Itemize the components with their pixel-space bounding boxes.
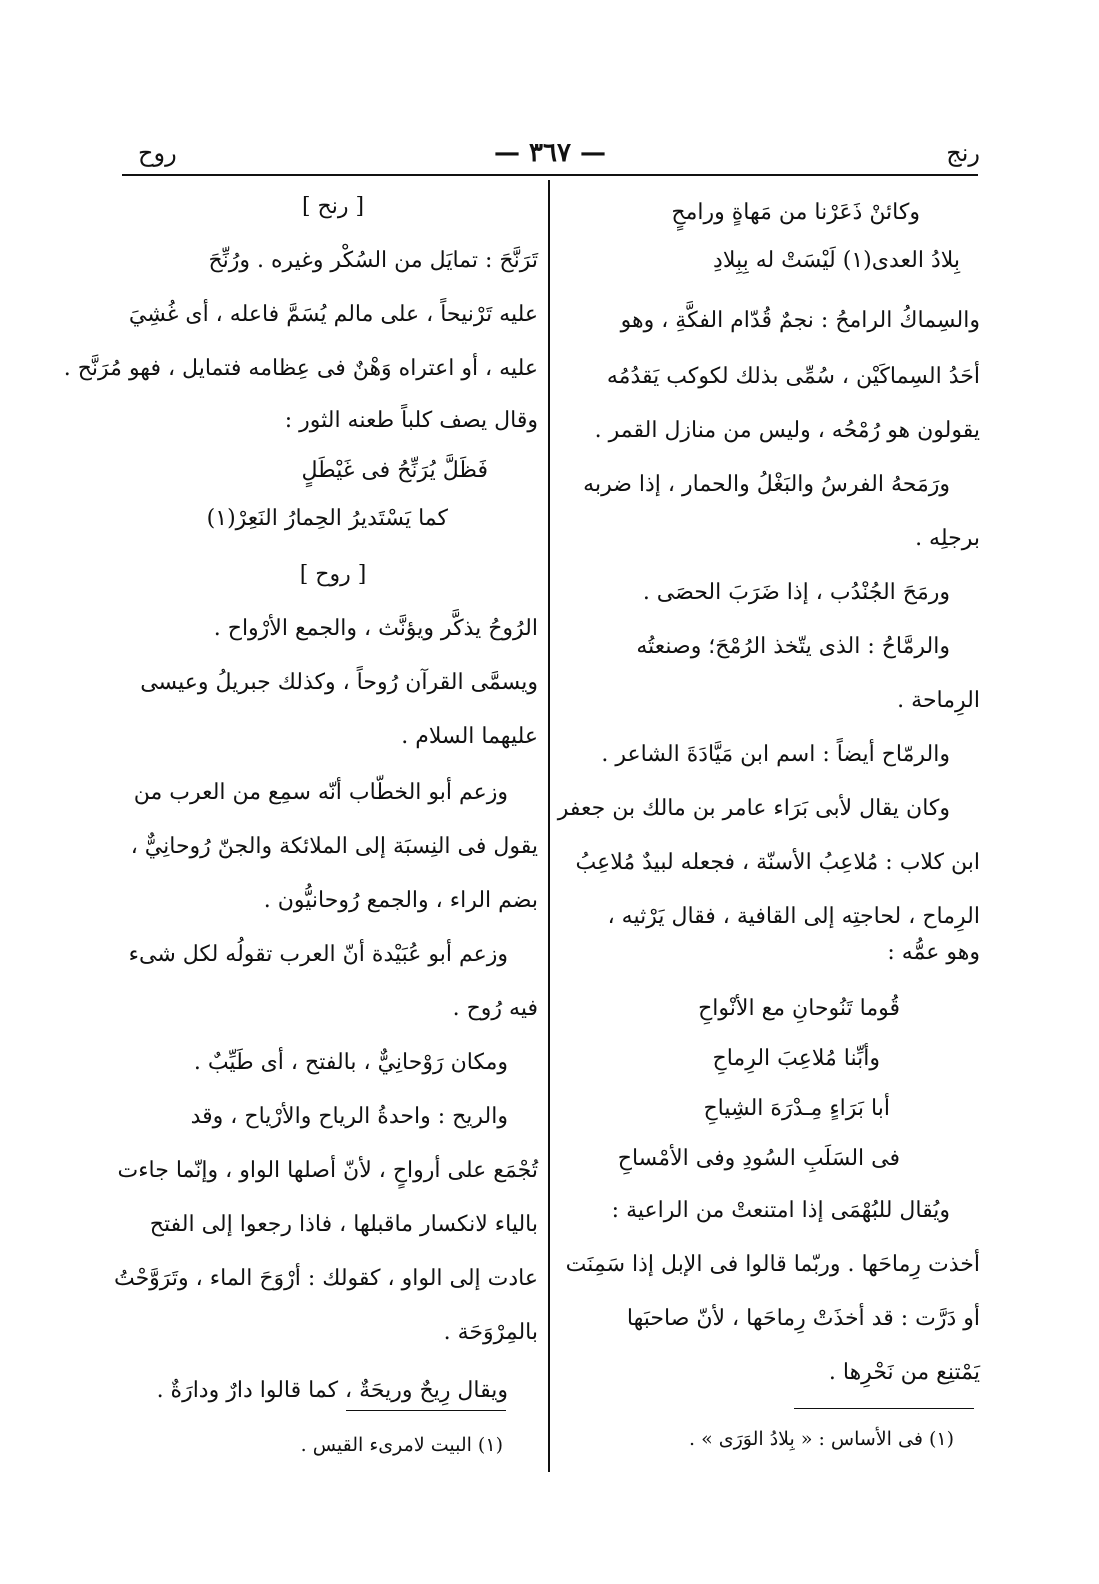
text-line: والرمّاح أيضاً : اسم ابن مَيَّادَةَ الشاعر . xyxy=(601,742,950,767)
text-line: والريح : واحدةُ الرياح والأرْياح ، وقد xyxy=(190,1104,508,1129)
text-line: أحَدُ السِماكَيْن ، سُمِّى بذلك لكوكب يَقدُمُه xyxy=(606,364,980,389)
verse-line: فَظَلَّ يُرَنِّحُ فى غَيْطَلٍ xyxy=(301,458,488,483)
text-line: عليه تَرْنيحاً ، على مالم يُسَمَّ فاعله ، أى غُشِيَ xyxy=(128,302,538,327)
verse-line: قُوما تَنُوحانِ مع الأنْواحِ xyxy=(698,996,900,1021)
text-line: عادت إلى الواو ، كقولك : أرْوَحَ الماء ، وتَرَوَّحْتُ xyxy=(113,1266,538,1291)
entry-heading-rnh: [ رنح ] xyxy=(301,194,365,219)
left-footnote-rule xyxy=(346,1410,506,1411)
text-line: برجلِه . xyxy=(915,526,980,551)
text-line: عليه ، أو اعتراه وَهْنٌ فى عِظامه فتمايل ، فهو مُرَنَّح . xyxy=(63,356,538,381)
text-line: بضم الراء ، والجمع رُوحانيُّون . xyxy=(263,888,538,913)
text-line: وزعم أبو عُبَيْدة أنّ العرب تقولُه لكل شىء xyxy=(128,942,508,967)
header-root-right: رنج xyxy=(946,139,980,167)
text-line: ورَمَحهُ الفرسُ والبَغْلُ والحمار ، إذا ضربه xyxy=(583,472,950,497)
column-divider xyxy=(548,180,550,1472)
left-footnote: (١) البيت لامرىء القيس . xyxy=(300,1434,503,1456)
text-line: أو دَرَّت : قد أخذَتْ رِماحَها ، لأنّ صاحبَها xyxy=(626,1306,980,1331)
text-line: وزعم أبو الخطّاب أنّه سمِع من العرب من xyxy=(133,780,508,805)
text-line: ويُقال للبُهْمَى إذا امتنعتْ من الراعية : xyxy=(611,1198,950,1223)
text-line: يقولون هو رُمْحُه ، وليس من منازل القمر . xyxy=(594,418,980,443)
text-line: وهو عمُّه : xyxy=(887,940,980,965)
verse-line: وأبِّنا مُلاعِبَ الرِماحِ xyxy=(712,1046,880,1071)
header-root-left: روح xyxy=(138,139,177,167)
right-footnote: (١) فى الأساس : « بِلادُ الوَرَى » . xyxy=(688,1428,954,1450)
text-line: عليهما السلام . xyxy=(401,724,538,749)
text-line: الرُوحُ يذكَّر ويؤنَّث ، والجمع الأرْواح . xyxy=(213,616,538,641)
text-line: الرِماح ، لحاجتِه إلى القافية ، فقال يَرْثيه ، xyxy=(607,904,980,929)
left-column xyxy=(63,180,538,1510)
text-line: ومكان رَوْحانِيٌّ ، بالفتح ، أى طَيِّبٌ . xyxy=(193,1050,508,1075)
text-line: أخذت رِماحَها . وربّما قالوا فى الإبل إذا سَمِنَت xyxy=(565,1252,980,1277)
text-line: تُجْمَع على أرواحٍ ، لأنّ أصلها الواو ، وإنّما جاءت xyxy=(117,1158,538,1183)
text-line: يقول فى النِسبَة إلى الملائكة والجنّ رُوحانِيٌّ ، xyxy=(130,834,538,859)
text-line: فيه رُوح . xyxy=(452,996,538,1021)
right-footnote-rule xyxy=(794,1408,974,1409)
verse-line: وكائنْ ذَعَرْنا من مَهاةٍ ورامحٍ xyxy=(671,200,920,225)
verse-line: أبا بَرَاءٍ مِـدْرَهَ الشِياحِ xyxy=(703,1096,890,1121)
verse-line: بِلادُ العدى(١) لَيْسَتْ له بِبِلادِ xyxy=(713,248,960,273)
text-line: والسِماكُ الرامحُ : نجمٌ قُدّام الفكَّةِ ، وهو xyxy=(620,308,980,333)
verse-line: كما يَسْتَديرُ الحِمارُ النَعِرْ(١) xyxy=(206,506,448,531)
text-line: وكان يقال لأبى بَرَاء عامر بن مالك بن جعفر xyxy=(557,796,950,821)
text-line: بالياء لانكسار ماقبلها ، فاذا رجعوا إلى الفتح xyxy=(149,1212,538,1237)
verse-line: فى السَلَبِ السُودِ وفى الأمْساحِ xyxy=(617,1146,900,1171)
text-line: ابن كلاب : مُلاعِبُ الأسنّة ، فجعله لبيدٌ مُلاعِبُ xyxy=(575,850,980,875)
text-line: وقال يصف كلباً طعنه الثور : xyxy=(284,408,538,433)
text-line: الرِماحة . xyxy=(897,688,980,713)
page-number: — ٣٦٧ — xyxy=(493,138,607,168)
text-line: والرمَّاحُ : الذى يتّخذ الرُمْحَ؛ وصنعتُه xyxy=(636,634,950,659)
entry-heading-rwh: [ روح ] xyxy=(299,562,367,587)
text-line: ويسمَّى القرآن رُوحاً ، وكذلك جبريلُ وعيسى xyxy=(140,670,538,695)
header-rule xyxy=(122,174,978,176)
text-line: يَمْتنِع من نَحْرِها . xyxy=(828,1360,980,1385)
text-line: ويقال رِيحٌ وريحَةٌ ، كما قالوا دارٌ ودارَةٌ . xyxy=(156,1378,508,1403)
text-line: بالمِرْوَحَة . xyxy=(443,1320,538,1345)
text-line: تَرَنَّحَ : تمايَل من السُكْر وغيره . ورُنِّحَ xyxy=(208,248,538,273)
right-column xyxy=(557,180,980,1510)
text-line: ورمَحَ الجُنْدُب ، إذا ضَرَبَ الحصَى . xyxy=(642,580,950,605)
